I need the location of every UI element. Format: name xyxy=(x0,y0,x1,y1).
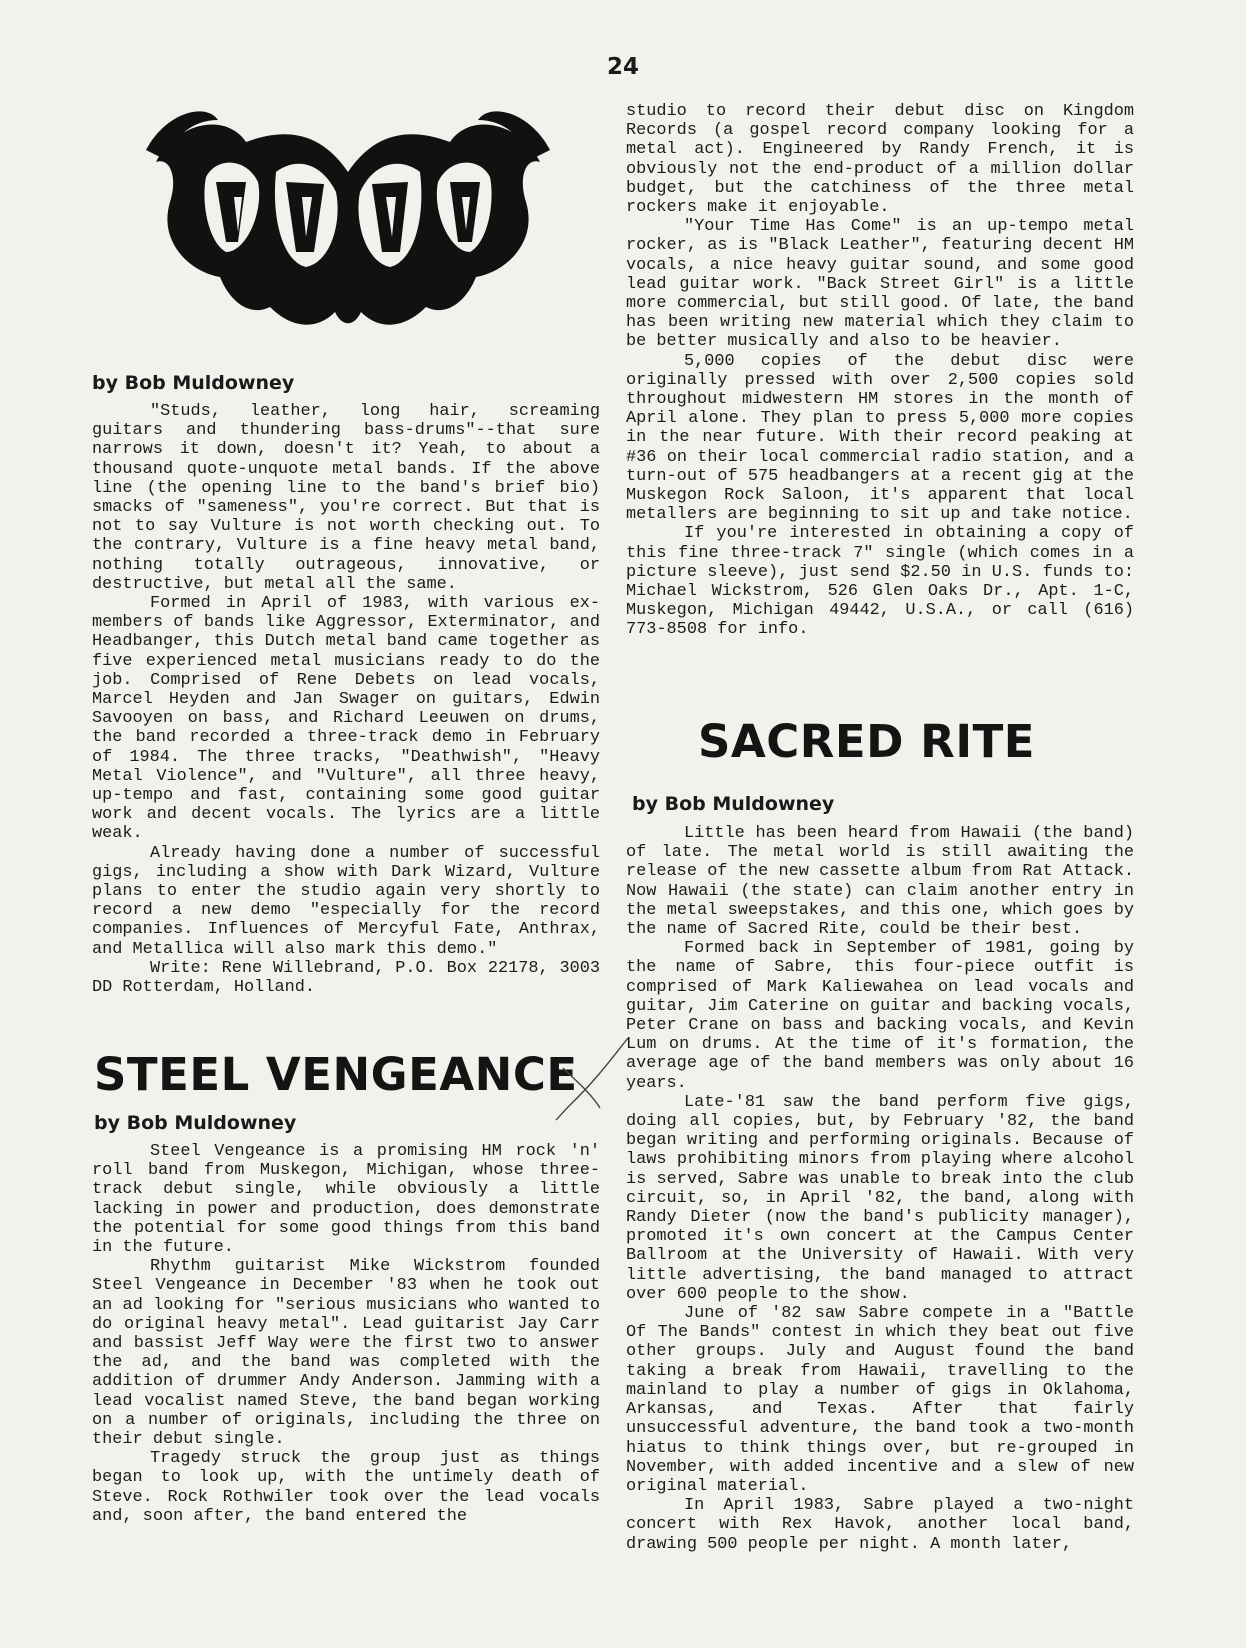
sacred-rite-headline: SACRED RITE xyxy=(698,715,1036,768)
vulture-article-body xyxy=(92,402,600,997)
article-paragraph: Little has been heard from Hawaii (the band) of late. The metal world is still awaiting the release of the new cassette album from Rat Attack. Now Hawaii (the state) can claim another entry in the metal sweepstakes, and this one, which goes by the name of Sacred Rite, could be their best. xyxy=(626,824,1134,940)
sacred-rite-byline: by Bob Muldowney xyxy=(632,793,835,815)
article-paragraph: Formed in April of 1983, with various ex-members of bands like Aggressor, Exterminator, and Headbanger, this Dutch metal band came together as five experienced metal musicians ready to do the job. Comprised of Rene Debets on lead vocals, Marcel Heyden and Jan Swager on guitars, Edwin Savooyen on bass, and Richard Leeuwen on drums, the band recorded a three-track demo in February of 1984. The three tracks, "Deathwish", "Heavy Metal Violence", and "Vulture", all three heavy, up-tempo and fast, containing some good guitar work and decent vocals. The lyrics are a little weak. xyxy=(92,594,600,844)
steel-vengeance-byline: by Bob Muldowney xyxy=(94,1112,297,1134)
article-paragraph: studio to record their debut disc on Kingdom Records (a gospel record company looking for a metal act). Engineered by Randy French, it is obviously not the end-product of a million dollar budget, but the catchiness of the three metal rockers make it enjoyable. xyxy=(626,102,1134,218)
vulture-byline: by Bob Muldowney xyxy=(92,372,295,394)
sacred-rite-article-body xyxy=(626,824,1134,1554)
article-paragraph: Formed back in September of 1981, going by the name of Sabre, this four-piece outfit is comprised of Mark Kaliewahea on lead vocals and guitar, Jim Caterine on guitar and backing vocals, Peter Crane on bass and backing vocals, and Kevin Lum on drums. At the time of it's formation, the average age of the band members was only about 16 years. xyxy=(626,939,1134,1093)
article-paragraph: Late-'81 saw the band perform five gigs, doing all copies, but, by February '82, the band began writing and performing originals. Because of laws prohibiting minors from playing where alcohol is served, Sabre was unable to break into the club circuit, so, in April '82, the band, along with Randy Dieter (now the band's publicity manager), promoted it's own concert at the Campus Center Ballroom at the University of Hawaii. With very little advertising, the band managed to attract over 600 people to the show. xyxy=(626,1092,1134,1304)
article-paragraph: June of '82 saw Sabre compete in a "Battle Of The Bands" contest in which they beat out five other groups. July and August found the band taking a break from Hawaii, travelling to the mainland to play a number of gigs in Oklahoma, Arkansas, and Texas. After that fairly unsuccessful adventure, the band took a two-month hiatus to think things over, but re-grouped in November, with added incentive and a slew of new original material. xyxy=(626,1304,1134,1496)
article-paragraph: "Your Time Has Come" is an up-tempo metal rocker, as is "Black Leather", featuring decent HM vocals, a nice heavy guitar sound, and some good lead guitar work. "Back Street Girl" is a little more commercial, but still good. Of late, the band has been writing new material which they claim to be better musically and also to be heavier. xyxy=(626,217,1134,352)
steel-vengeance-article-body xyxy=(92,1142,600,1526)
page-number: 24 xyxy=(606,54,639,80)
article-paragraph: Write: Rene Willebrand, P.O. Box 22178, 3003 DD Rotterdam, Holland. xyxy=(92,958,600,998)
band-logo-image xyxy=(146,102,550,337)
steel-vengeance-continued-body xyxy=(626,102,1134,640)
article-paragraph: If you're interested in obtaining a copy of this fine three-track 7" single (which comes in a picture sleeve), just send $2.50 in U.S. funds to: Michael Wickstrom, 526 Glen Oaks Dr., Apt. 1-C, Muskegon, Michigan 49442, U.S.A., or call (616) 773-8508 for info. xyxy=(626,524,1134,640)
article-paragraph: 5,000 copies of the debut disc were originally pressed with over 2,500 copies sold throughout midwestern HM stores in the month of April alone. They plan to press 5,000 more copies in the near future. With their record peaking at #36 on their local commercial radio station, and a turn-out of 575 headbangers at a recent gig at the Muskegon Rock Saloon, it's apparent that local metallers are beginning to sit up and take notice. xyxy=(626,351,1134,525)
steel-vengeance-headline: STEEL VENGEANCE xyxy=(94,1048,578,1101)
article-paragraph: "Studs, leather, long hair, screaming guitars and thundering bass-drums"--that sure narrows it down, doesn't it? Yeah, to about a thousand quote-unquote metal bands. If the above line (the opening line to the band's brief bio) smacks of "sameness", you're correct. But that is not to say Vulture is not worth checking out. To the contrary, Vulture is a fine heavy metal band, nothing totally outrageous, innovative, or destructive, but metal all the same. xyxy=(92,402,600,594)
article-paragraph: Rhythm guitarist Mike Wickstrom founded Steel Vengeance in December '83 when he took out an ad looking for "serious musicians who wanted to do original heavy metal". Lead guitarist Jay Carr and bassist Jeff Way were the first two to answer the ad, and the band was completed with the addition of drummer Andy Anderson. Jamming with a lead vocalist named Steve, the band began working on a number of originals, including the three on their debut single. xyxy=(92,1257,600,1450)
article-paragraph: Steel Vengeance is a promising HM rock 'n' roll band from Muskegon, Michigan, whose three-track debut single, while obviously a little lacking in power and production, does demonstrate the potential for some good things from this band in the future. xyxy=(92,1142,600,1258)
article-paragraph: In April 1983, Sabre played a two-night concert with Rex Havok, another local band, drawing 500 people per night. A month later, xyxy=(626,1496,1134,1554)
article-paragraph: Already having done a number of successful gigs, including a show with Dark Wizard, Vulture plans to enter the studio again very shortly to record a new demo "especially for the record companies. Influences of Mercyful Fate, Anthrax, and Metallica will also mark this demo." xyxy=(92,843,600,959)
article-paragraph: Tragedy struck the group just as things began to look up, with the untimely death of Steve. Rock Rothwiler took over the lead vocals and, soon after, the band entered the xyxy=(92,1449,600,1526)
